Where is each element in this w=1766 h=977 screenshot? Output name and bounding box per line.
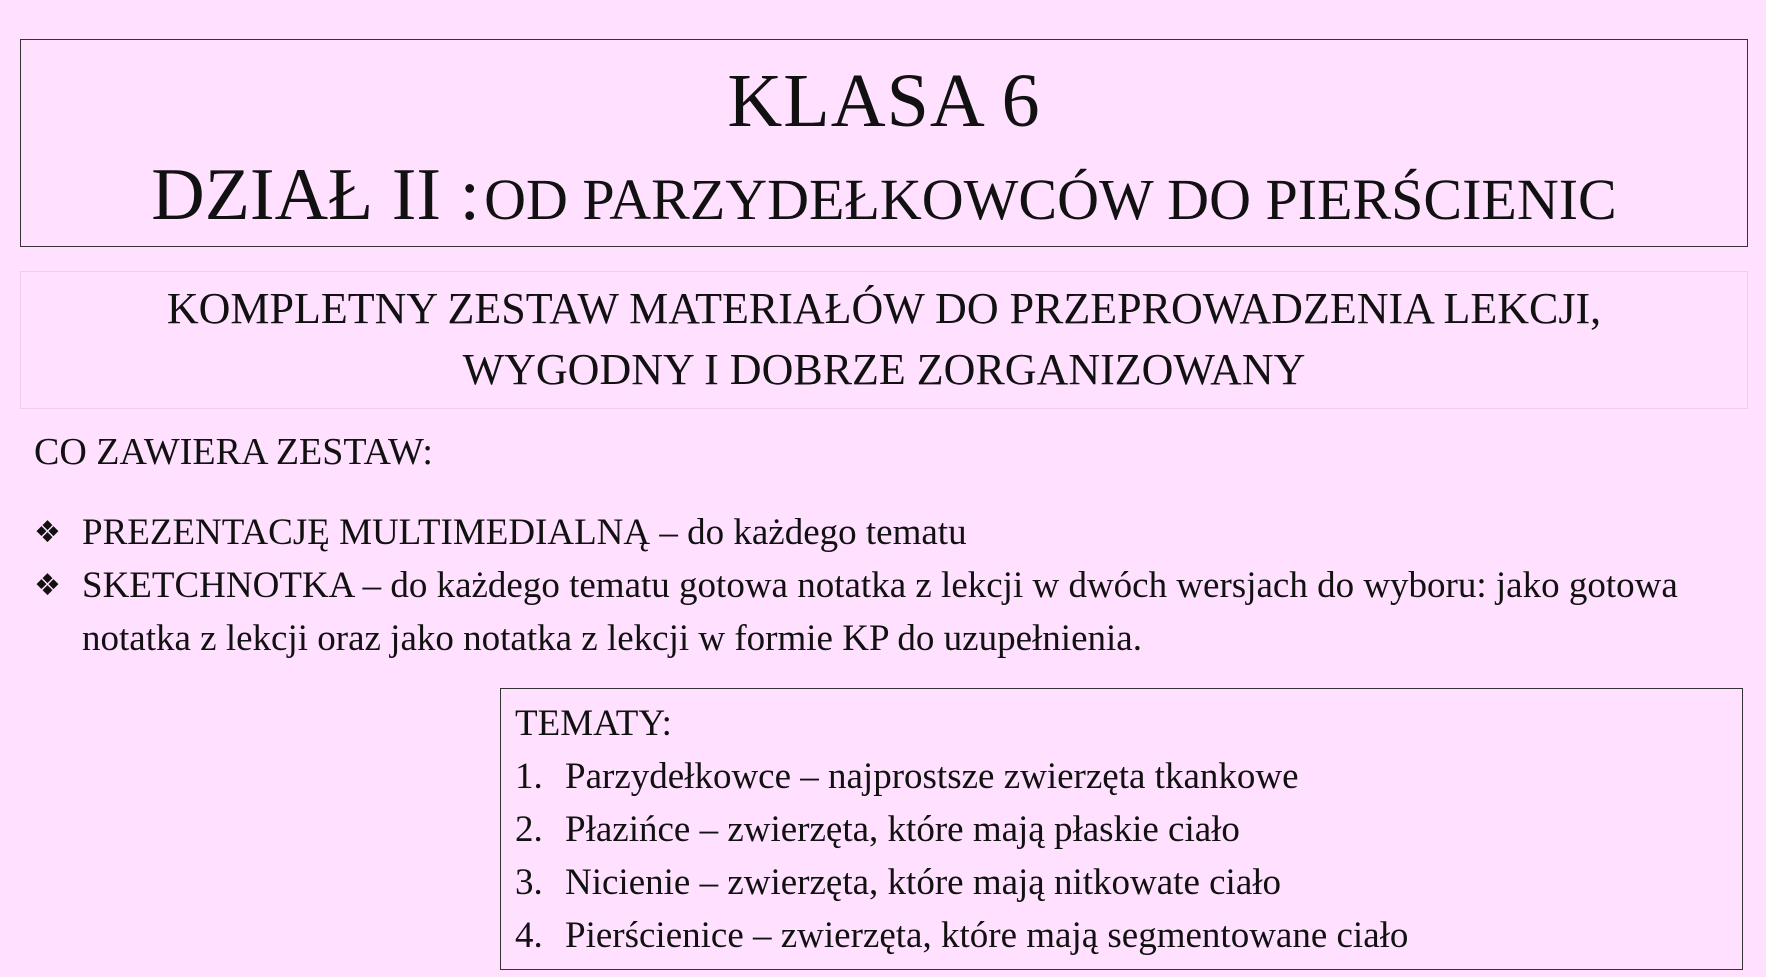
list-item-text: PREZENTACJĘ MULTIMEDIALNĄ – do każdego tematu <box>82 512 967 553</box>
subtitle-box <box>20 271 1748 409</box>
subtitle-line-2: WYGODNY I DOBRZE ZORGANIZOWANY <box>462 345 1306 394</box>
contents-list <box>34 506 1754 665</box>
topic-text: Parzydełkowce – najprostsze zwierzęta tkankowe <box>565 756 1299 797</box>
list-item <box>34 559 1754 665</box>
topic-text: Płazińce – zwierzęta, które mają płaskie ciało <box>565 809 1240 850</box>
topics-box <box>500 688 1743 970</box>
subtitle-line-1: KOMPLETNY ZESTAW MATERIAŁÓW DO PRZEPROWADZENIA LEKCJI, <box>166 284 1602 333</box>
topic-item <box>515 750 1742 803</box>
section-name: OD PARZYDEŁKOWCÓW DO PIERŚCIENIC <box>484 167 1617 232</box>
section-prefix: DZIAŁ II : <box>151 154 481 236</box>
title-box <box>20 39 1748 247</box>
topics-heading: TEMATY: <box>515 703 672 744</box>
topic-number: 1. <box>515 756 543 797</box>
contents-heading: CO ZAWIERA ZESTAW: <box>34 431 433 473</box>
diamond-bullet-icon: ❖ <box>34 515 61 550</box>
class-title: KLASA 6 <box>727 59 1041 143</box>
diamond-bullet-icon: ❖ <box>34 568 61 603</box>
topic-text: Nicienie – zwierzęta, które mają nitkowate ciało <box>565 862 1282 903</box>
topic-number: 2. <box>515 809 543 850</box>
topic-number: 4. <box>515 915 543 956</box>
section-title <box>21 150 1747 260</box>
topic-item <box>515 803 1742 856</box>
topic-item <box>515 909 1742 962</box>
topic-item <box>515 856 1742 909</box>
topic-text: Pierścienice – zwierzęta, które mają segmentowane ciało <box>565 915 1409 956</box>
topic-number: 3. <box>515 862 543 903</box>
list-item-text: SKETCHNOTKA – do każdego tematu gotowa notatka z lekcji w dwóch wersjach do wyboru: jako gotowa notatka z lekcji oraz jako notatka z lekcji w formie KP do uzupełnienia. <box>82 565 1678 659</box>
list-item <box>34 506 1754 559</box>
